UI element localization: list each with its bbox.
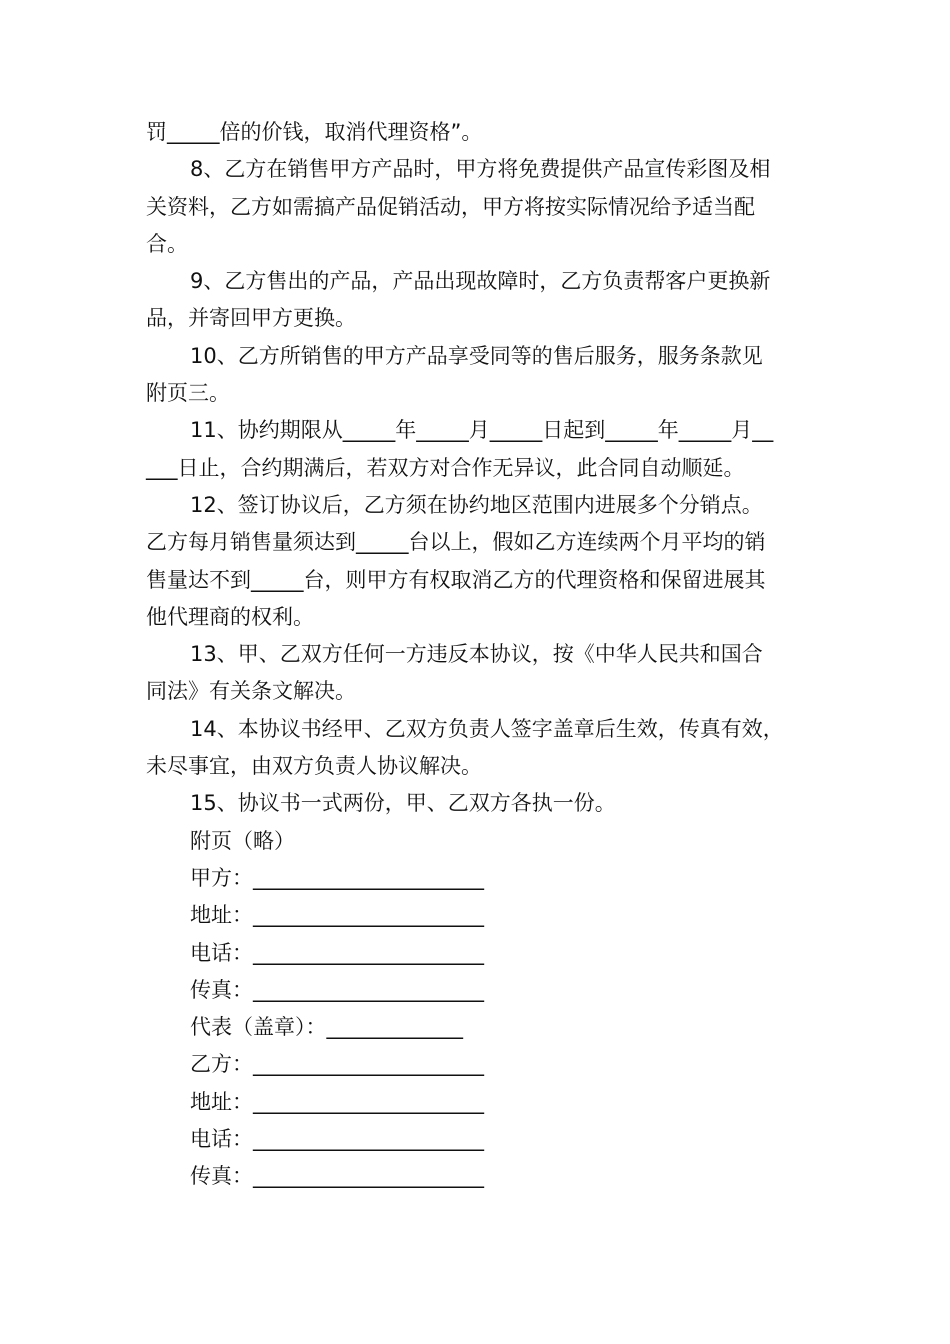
clause-12-line: 12、签订协议后，乙方须在协约地区范围内进展多个分销点。 (190, 492, 763, 517)
text-line: 同法》有关条文解决。 (146, 679, 356, 704)
party-b-address-field: 地址：______________________ (190, 1089, 484, 1114)
clause-11-line: 11、协约期限从_____年_____月_____日起到_____年_____月__ (190, 418, 774, 443)
party-b-phone-field: 电话：______________________ (190, 1127, 484, 1152)
text-line: 附页三。 (146, 381, 230, 406)
clause-15-line: 15、协议书一式两份，甲、乙双方各执一份。 (190, 791, 616, 816)
party-a-fax-field: 传真：______________________ (190, 977, 484, 1002)
party-a-field: 甲方：______________________ (190, 865, 484, 890)
text-line: 售量达不到_____台，则甲方有权取消乙方的代理资格和保留进展其 (146, 567, 766, 592)
clause-13-line: 13、甲、乙双方任何一方违反本协议，按《中华人民共和国合 (190, 642, 763, 667)
appendix-note: 附页（略） (190, 828, 295, 853)
representative-seal-field: 代表（盖章）：_____________ (190, 1015, 463, 1040)
clause-8-line: 8、乙方在销售甲方产品时，甲方将免费提供产品宣传彩图及相 (190, 157, 771, 182)
party-b-fax-field: 传真：______________________ (190, 1164, 484, 1189)
clause-9-line: 9、乙方售出的产品，产品出现故障时，乙方负责帮客户更换新 (190, 269, 771, 294)
text-line: ___日止，合约期满后，若双方对合作无异议，此合同自动顺延。 (146, 455, 745, 480)
text-line: 关资料，乙方如需搞产品促销活动，甲方将按实际情况给予适当配 (146, 194, 755, 219)
text-line: 他代理商的权利。 (146, 604, 314, 629)
party-b-field: 乙方：______________________ (190, 1052, 484, 1077)
party-a-phone-field: 电话：______________________ (190, 940, 484, 965)
text-line: 乙方每月销售量须达到_____台以上，假如乙方连续两个月平均的销 (146, 530, 766, 555)
clause-10-line: 10、乙方所销售的甲方产品享受同等的售后服务，服务条款见 (190, 343, 763, 368)
text-line: 未尽事宜，由双方负责人协议解决。 (146, 754, 482, 779)
text-line: 罚_____倍的价钱，取消代理资格”。 (146, 120, 483, 144)
text-line: 品，并寄回甲方更换。 (146, 306, 356, 331)
party-a-address-field: 地址：______________________ (190, 903, 484, 928)
text-line: 合。 (146, 231, 188, 256)
clause-14-line: 14、本协议书经甲、乙双方负责人签字盖章后生效，传真有效， (190, 716, 784, 741)
document-page (146, 114, 826, 1196)
